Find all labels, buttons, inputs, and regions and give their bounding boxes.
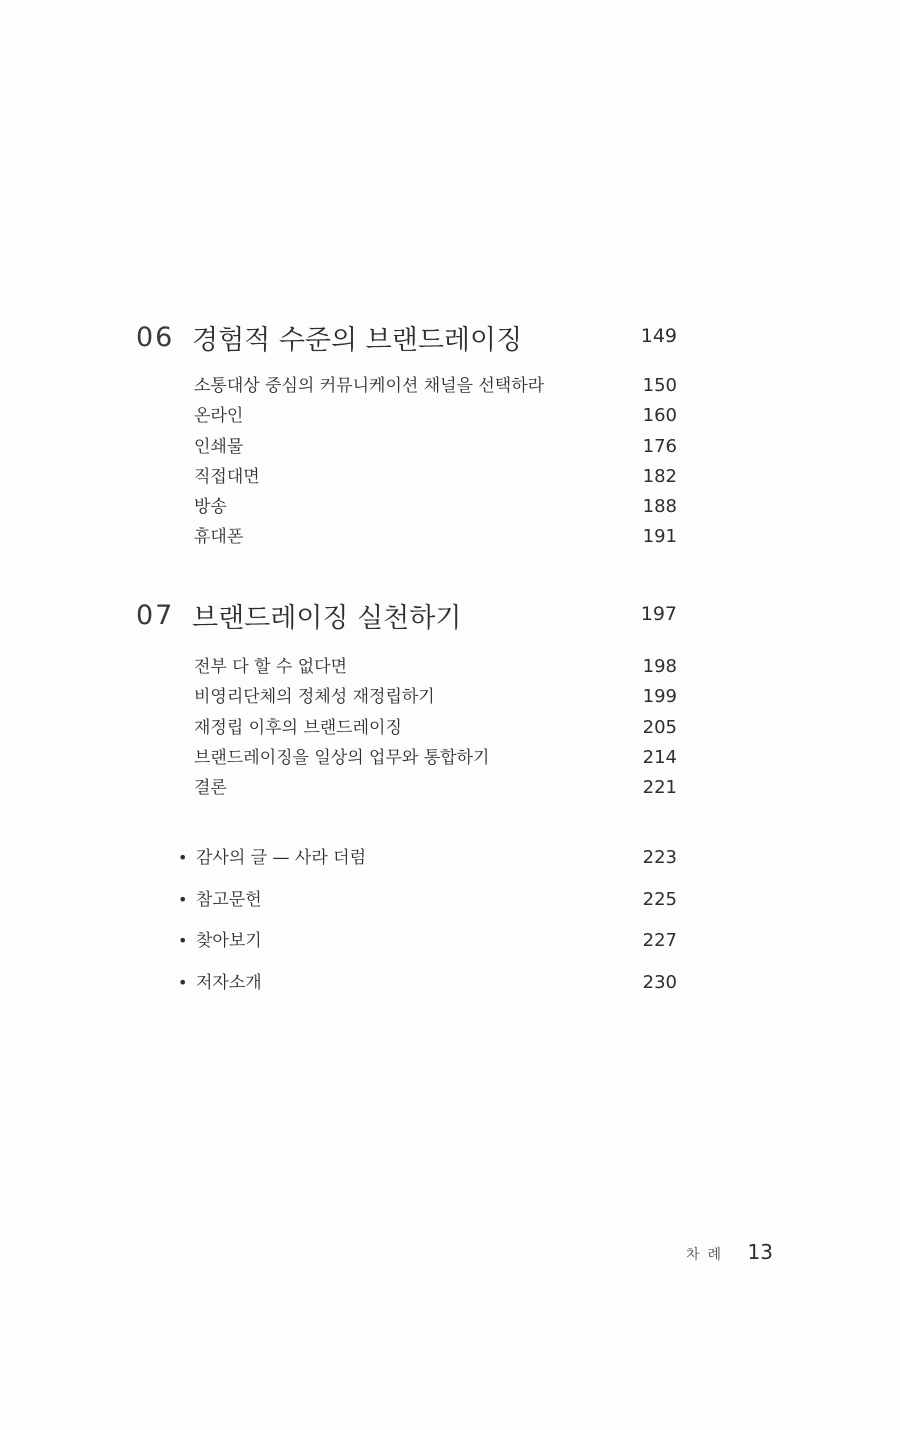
chapter-entries: [194, 371, 681, 553]
chapter-page-number: 149: [640, 325, 677, 347]
entry-title: 전부 다 할 수 없다면: [194, 657, 347, 677]
chapter-title: 경험적 수준의 브랜드레이징: [192, 325, 523, 356]
entry-title: 인쇄물: [194, 436, 244, 457]
running-footer-section-label: 차례: [686, 1247, 730, 1263]
toc-entry: [194, 743, 681, 773]
entry-page-number: 198: [642, 656, 677, 677]
backmatter-item-index: [178, 925, 681, 967]
toc-entry: [194, 462, 681, 492]
toc-entry: [194, 713, 681, 743]
entry-title: 방송: [194, 497, 227, 518]
chapter-number: 06: [136, 322, 175, 353]
entry-page-number: 150: [642, 375, 677, 396]
bullet-icon: •: [178, 973, 188, 993]
entry-title: 소통대상 중심의 커뮤니케이션 채널을 선택하라: [194, 376, 545, 396]
chapter-06-section: [136, 318, 681, 548]
entry-page-number: 199: [642, 686, 677, 708]
entry-page-number: 160: [642, 405, 677, 427]
chapter-07-section: [136, 596, 681, 799]
page-footer: [640, 1238, 775, 1268]
chapter-title: 브랜드레이징 실천하기: [192, 603, 462, 634]
entry-page-number: 205: [642, 716, 677, 738]
chapter-entries: [194, 652, 681, 803]
toc-entry: [194, 522, 681, 552]
chapter-heading: [136, 318, 681, 362]
backmatter-page-number: 230: [642, 972, 677, 994]
backmatter-page-number: 225: [642, 888, 677, 910]
toc-entry: [194, 492, 681, 522]
page-number: 13: [747, 1240, 773, 1264]
backmatter-page-number: 227: [642, 930, 677, 952]
backmatter-title: 찾아보기: [196, 931, 262, 952]
entry-page-number: 176: [642, 435, 677, 457]
bullet-icon: •: [178, 889, 188, 909]
backmatter-item-references: [178, 884, 681, 926]
entry-title: 휴대폰: [194, 527, 244, 548]
backmatter-page-number: 223: [642, 847, 677, 868]
chapter-page-number: 197: [640, 603, 677, 625]
entry-page-number: 214: [642, 746, 677, 768]
entry-title: 온라인: [194, 406, 244, 427]
toc-entry: [194, 652, 681, 682]
toc-entry: [194, 371, 681, 401]
backmatter-title: 참고문헌: [196, 889, 262, 910]
toc-entry: [194, 432, 681, 462]
entry-title: 직접대면: [194, 466, 260, 487]
backmatter-list: [178, 842, 681, 1009]
bullet-icon: •: [178, 931, 188, 951]
entry-title: 브랜드레이징을 일상의 업무와 통합하기: [194, 747, 490, 768]
backmatter-title: 저자소개: [196, 973, 262, 994]
bullet-icon: •: [178, 848, 188, 867]
entry-page-number: 191: [642, 526, 677, 548]
backmatter-title: 감사의 글 — 사라 더럼: [196, 848, 366, 868]
entry-title: 비영리단체의 정체성 재정립하기: [194, 687, 435, 708]
backmatter-item-about-authors: [178, 967, 681, 1009]
entry-title: 재정립 이후의 브랜드레이징: [194, 717, 402, 738]
entry-page-number: 221: [642, 777, 677, 799]
entry-page-number: 188: [642, 496, 677, 518]
toc-entry: [194, 682, 681, 712]
chapter-heading: [136, 596, 681, 640]
backmatter-item-acknowledgements: [178, 842, 681, 884]
chapter-number: 07: [136, 600, 175, 631]
toc-entry: [194, 401, 681, 431]
toc-entry: [194, 773, 681, 803]
entry-page-number: 182: [642, 465, 677, 487]
entry-title: 결론: [194, 778, 227, 799]
